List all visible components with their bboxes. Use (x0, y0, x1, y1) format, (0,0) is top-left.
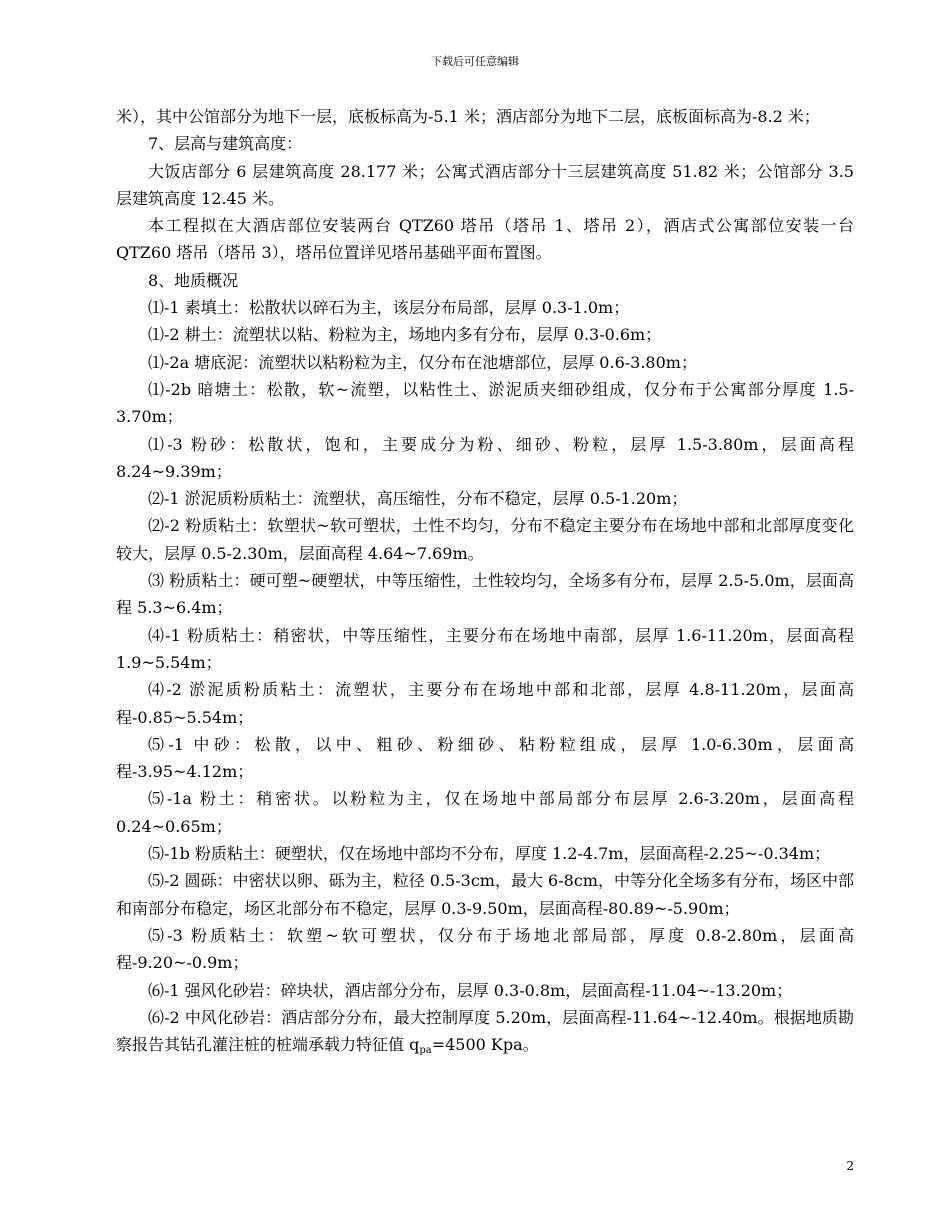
section-heading-7: 7、层高与建筑高度： (148, 134, 303, 154)
soil-layer-6-2-text: ⑹-2 中风化砂岩：酒店部分分布，最大控制厚度 5.20m，层面高程-11.64~-12.40m。根据地质勘察报告其钻孔灌注桩的桩端承载力特征值 q (116, 1007, 854, 1055)
soil-layer-6-2 (116, 1004, 854, 1059)
soil-layer-1-2b: ⑴-2b 暗塘土：松散，软~流塑，以粘性土、淤泥质夹细砂组成，仅分布于公寓部分厚度 1.5-3.70m； (116, 379, 854, 427)
document-body (116, 103, 854, 1058)
soil-layer-5-1a: ⑸-1a 粉土：稍密状。以粉粒为主，仅在场地中部局部分布层厚 2.6-3.20m，层面高程 0.24~0.65m； (116, 789, 854, 836)
soil-layer-2-1: ⑵-1 淤泥质粉质粘土：流塑状，高压缩性，分布不稳定，层厚 0.5-1.20m； (148, 489, 688, 509)
paragraph-tower-cranes: 本工程拟在大酒店部位安装两台 QTZ60 塔吊（塔吊 1、塔吊 2），酒店式公寓部位安装一台 QTZ60 塔吊（塔吊 3），塔吊位置详见塔吊基础平面布置图。 (116, 216, 854, 263)
soil-layer-4-1: ⑷-1 粉质粘土：稍密状，中等压缩性，主要分布在场地中南部，层厚 1.6-11.20m，层面高程 1.9~5.54m； (116, 625, 854, 672)
soil-layer-1-1: ⑴-1 素填土：松散状以碎石为主，该层分布局部，层厚 0.3-1.0m； (148, 298, 630, 318)
soil-layer-5-3: ⑸-3 粉质粘土：软塑~软可塑状，仅分布于场地北部局部，厚度 0.8-2.80m，层面高程-9.20~-0.9m； (116, 925, 854, 973)
soil-layer-5-1: ⑸-1 中砂：松散，以中、粗砂、粉细砂、粘粉粒组成，层厚 1.0-6.30m，层面高程-3.95~4.12m； (116, 734, 854, 782)
soil-layer-4-2: ⑷-2 淤泥质粉质粘土：流塑状，主要分布在场地中部和北部，层厚 4.8-11.20m，层面高程-0.85~5.54m； (116, 680, 854, 727)
paragraph-continuation: 米），其中公馆部分为地下一层，底板标高为-5.1 米；酒店部分为地下二层，底板面标高为-8.2 米； (116, 107, 820, 126)
page-header: 下载后可任意编辑 (431, 55, 519, 68)
soil-layer-3: ⑶ 粉质粘土：硬可塑~硬塑状，中等压缩性，土性较均匀，全场多有分布，层厚 2.5-5.0m，层面高程 5.3~6.4m； (116, 571, 854, 618)
soil-layer-6-2-value: =4500 Kpa。 (431, 1035, 539, 1055)
soil-layer-1-2a: ⑴-2a 塘底泥：流塑状以粘粉粒为主，仅分布在池塘部位，层厚 0.6-3.80m； (148, 352, 697, 372)
soil-layer-1-3: ⑴-3 粉砂：松散状，饱和，主要成分为粉、细砂、粉粒，层厚 1.5-3.80m，层面高程 8.24~9.39m； (116, 434, 854, 481)
soil-layer-5-1b: ⑸-1b 粉质粘土：硬塑状，仅在场地中部均不分布，厚度 1.2-4.7m，层面高程-2.25~-0.34m； (148, 844, 831, 864)
soil-layer-1-2: ⑴-2 耕土：流塑状以粘、粉粒为主，场地内多有分布，层厚 0.3-0.6m； (148, 325, 662, 345)
soil-layer-2-2: ⑵-2 粉质粘土：软塑状~软可塑状，土性不均匀，分布不稳定主要分布在场地中部和北部厚度变化较大，层厚 0.5-2.30m，层面高程 4.64~7.69m。 (116, 516, 854, 563)
section-heading-8: 8、地质概况 (148, 270, 239, 290)
soil-layer-5-2: ⑸-2 圆砾：中密状以卵、砾为主，粒径 0.5-3cm，最大 6-8cm，中等分化全场多有分布，场区中部和南部分布稳定，场区北部分布不稳定，层厚 0.3-9.50m，层面高程-80.89~-5.90m； (116, 871, 854, 918)
soil-layer-6-1: ⑹-1 强风化砂岩：碎块状，酒店部分分布，层厚 0.3-0.8m，层面高程-11.04~-13.20m； (148, 980, 793, 1000)
subscript-pa: pa (419, 1045, 432, 1057)
page-number: 2 (846, 1159, 854, 1173)
paragraph-building-heights: 大饭店部分 6 层建筑高度 28.177 米；公寓式酒店部分十三层建筑高度 51.82 米；公馆部分 3.5 层建筑高度 12.45 米。 (116, 161, 854, 208)
